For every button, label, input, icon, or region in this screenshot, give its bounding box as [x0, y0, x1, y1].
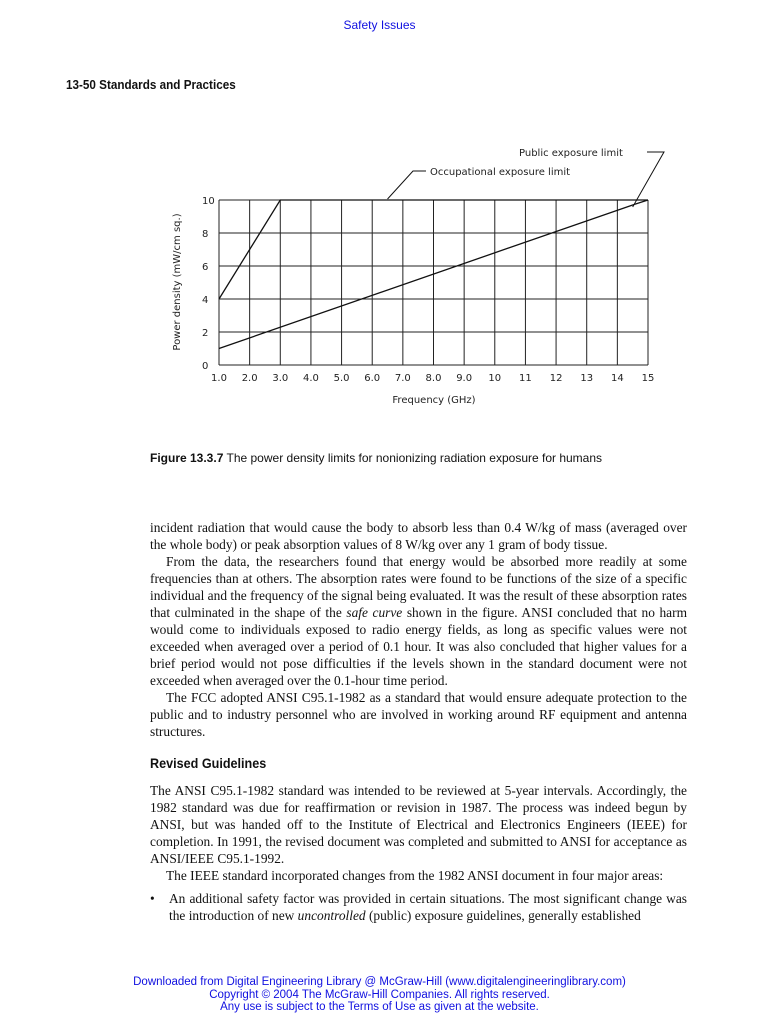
italic-term: uncontrolled — [297, 908, 366, 923]
x-tick-labels — [211, 373, 654, 384]
chart-grid — [219, 200, 648, 365]
y-tick-label: 0 — [202, 361, 209, 372]
caption-label: Figure 13.3.7 — [150, 451, 224, 465]
footer — [0, 976, 759, 1014]
x-tick-label: 6.0 — [364, 373, 381, 384]
x-tick-label: 8.0 — [425, 373, 442, 384]
x-axis-label: Frequency (GHz) — [392, 395, 476, 406]
x-tick-label: 12 — [549, 373, 563, 384]
y-tick-label: 10 — [202, 196, 215, 207]
leader-public — [633, 152, 664, 207]
paragraph — [150, 553, 687, 689]
caption-text: The power density limits for nonionizing radiation exposure for humans — [223, 451, 603, 465]
leader-occupational — [388, 171, 426, 199]
y-tick-labels — [202, 196, 215, 372]
x-tick-label: 4.0 — [302, 373, 319, 384]
x-tick-label: 5.0 — [333, 373, 350, 384]
x-tick-label: 13 — [580, 373, 594, 384]
figure-caption — [150, 451, 710, 465]
x-tick-label: 9.0 — [456, 373, 473, 384]
italic-term: safe curve — [346, 605, 403, 620]
x-tick-label: 14 — [610, 373, 624, 384]
text-run: shown in the figure. ANSI concluded that no harm would come to individuals exposed to radio energy fields, as long as specific values were not exceeded when averaged over a period of 0.1 hour. It was also concluded that higher values for a brief period would not pose difficulties if the levels shown in the standard document were not exceeded when averaged over the 0.1-hour time period. — [150, 605, 687, 688]
top-link[interactable]: Safety Issues — [343, 18, 416, 32]
y-tick-label: 8 — [202, 229, 209, 240]
text-run: From the data, the researchers found that energy would be absorbed more readily at some frequencies than at others. The absorption rates were found to be functions of the size of a specific individual and the frequency of the signal being evaluated. It was the result of these absorption rates that culminated in the shape of the — [150, 554, 687, 620]
x-tick-label: 10 — [488, 373, 502, 384]
footer-line: Any use is subject to the Terms of Use as given at the website. — [220, 1001, 539, 1013]
body-block-2 — [150, 782, 687, 884]
section-heading: Revised Guidelines — [150, 755, 267, 771]
annotation-public-exposure-limit: Public exposure limit — [519, 148, 623, 159]
bullet-text — [169, 890, 687, 924]
annotation-occupational-exposure-limit: Occupational exposure limit — [430, 167, 571, 178]
y-tick-label: 2 — [202, 328, 209, 339]
running-head: 13-50 Standards and Practices — [66, 77, 236, 92]
paragraph: The ANSI C95.1-1982 standard was intended to be reviewed at 5-year intervals. Accordingly, the 1982 standard was due for reaffirmation or revision in 1987. The process was indeed begun by ANSI, but was handed off to the Institute of Electrical and Electronics Engineers (IEEE) for completion. In 1991, the revised document was completed and submitted to ANSI for acceptance as ANSI/IEEE C95.1-1992. — [150, 783, 687, 866]
bullet-item — [150, 890, 687, 924]
x-tick-label: 7.0 — [394, 373, 411, 384]
text-run: An additional safety factor was provided in certain situations. The most significant change was the introduction of new — [169, 891, 687, 923]
paragraph: incident radiation that would cause the body to absorb less than 0.4 W/kg of mass (averaged over the whole body) or peak absorption values of 8 W/kg over any 1 gram of body tissue. — [150, 520, 687, 552]
x-tick-label: 15 — [641, 373, 655, 384]
footer-line: Copyright © 2004 The McGraw-Hill Companies. All rights reserved. — [209, 988, 550, 1001]
y-tick-label: 4 — [202, 295, 209, 306]
x-tick-label: 1.0 — [211, 373, 227, 384]
y-axis-label: Power density (mW/cm sq.) — [172, 213, 183, 351]
annotation-leaders — [388, 152, 664, 207]
x-tick-label: 11 — [519, 373, 532, 384]
text-run: (public) exposure guidelines, generally established — [365, 908, 641, 923]
bullet-mark: • — [150, 891, 155, 906]
paragraph: The IEEE standard incorporated changes from the 1982 ANSI document in four major areas: — [166, 868, 664, 883]
x-tick-label: 3.0 — [272, 373, 289, 384]
body-block-1 — [150, 519, 687, 740]
power-density-chart — [150, 135, 690, 415]
footer-line[interactable]: Downloaded from Digital Engineering Library @ McGraw-Hill (www.digitalengineeringlibrary.com) — [133, 976, 626, 988]
y-tick-label: 6 — [202, 262, 209, 273]
x-tick-label: 2.0 — [241, 373, 258, 384]
paragraph: The FCC adopted ANSI C95.1-1982 as a standard that would ensure adequate protection to the public and to industry personnel who are involved in working around RF equipment and antenna structures. — [150, 690, 687, 739]
